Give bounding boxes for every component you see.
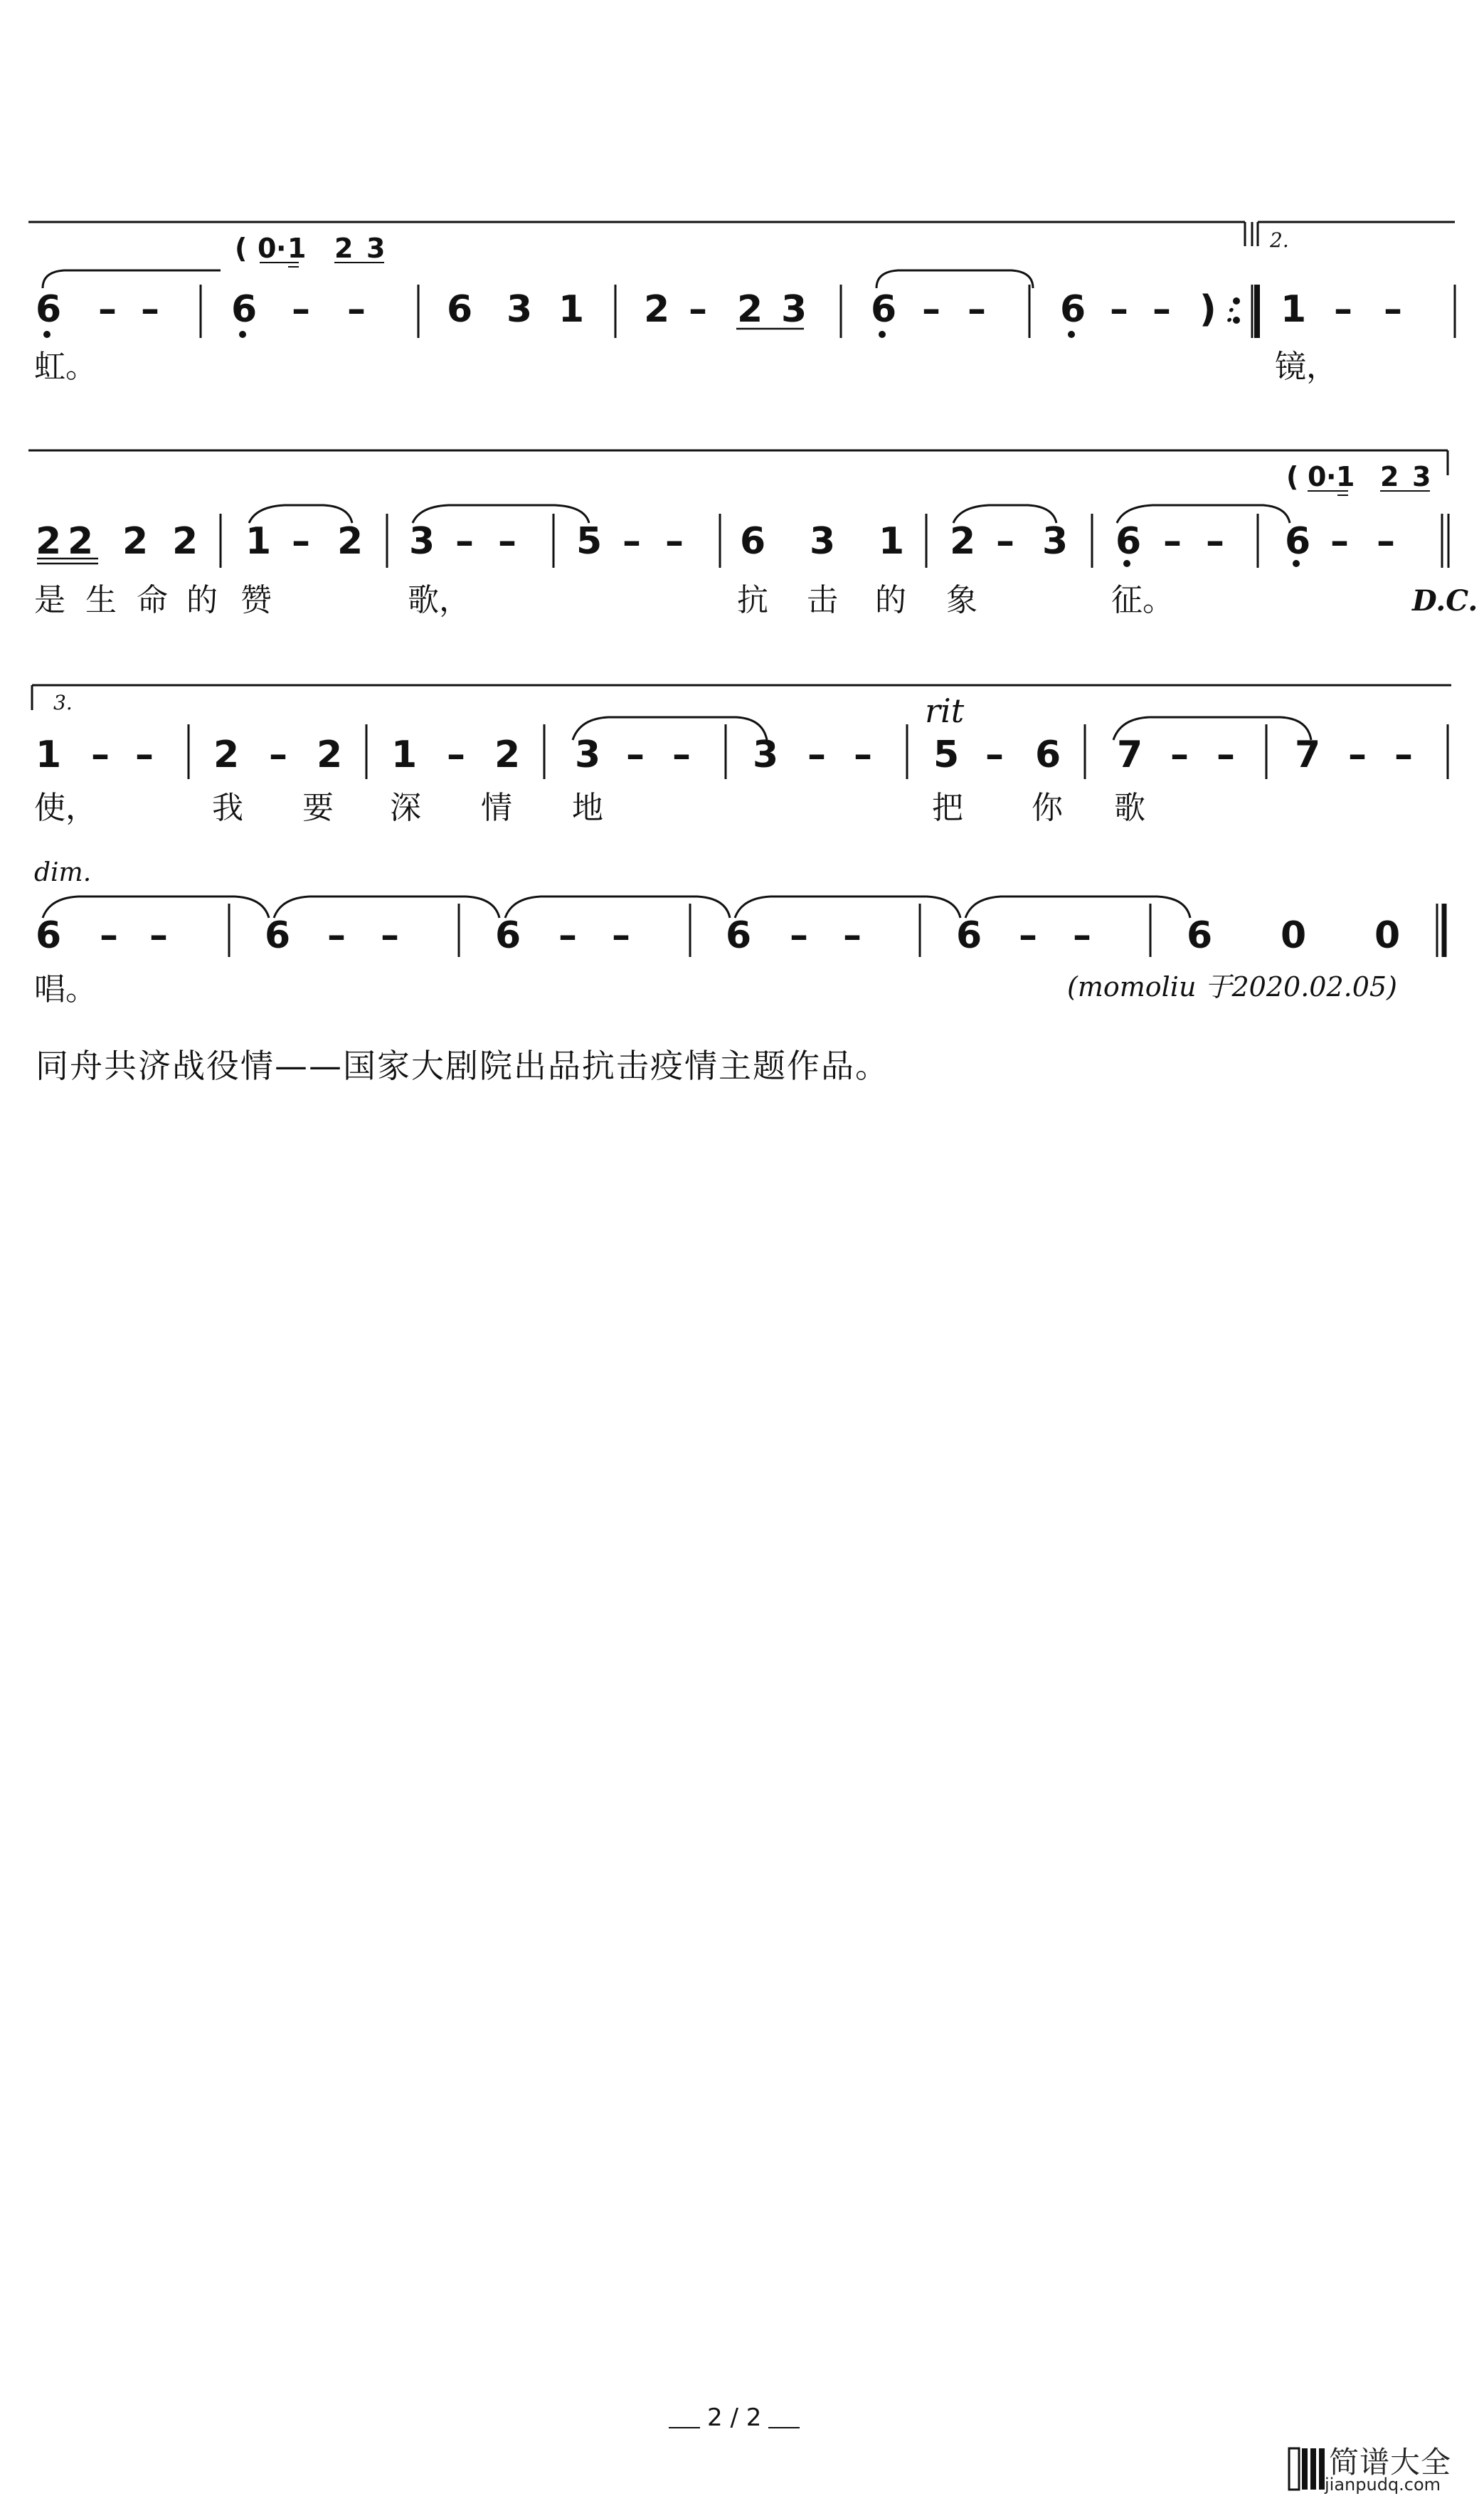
note: – bbox=[1334, 288, 1352, 331]
note: 2 bbox=[122, 520, 149, 563]
lyric: 命 bbox=[137, 582, 168, 618]
lyric: 深 bbox=[390, 790, 421, 826]
lyric: 的 bbox=[186, 582, 218, 618]
note: 1 bbox=[245, 520, 272, 563]
note: – bbox=[672, 734, 691, 776]
note: 6 bbox=[36, 288, 62, 331]
lyric: 镜， bbox=[1275, 349, 1337, 385]
note: 6 bbox=[36, 914, 62, 957]
note: – bbox=[790, 914, 808, 957]
note: 6 bbox=[1035, 734, 1061, 776]
dim-mark: dim. bbox=[34, 858, 92, 887]
line-2-lyrics bbox=[34, 582, 1174, 618]
lyric: 赞 bbox=[240, 582, 272, 618]
note: – bbox=[968, 288, 986, 331]
note: 3 bbox=[753, 734, 779, 776]
note: 3 bbox=[781, 288, 807, 331]
note: – bbox=[622, 520, 641, 563]
note: – bbox=[1110, 288, 1128, 331]
note: 2 bbox=[213, 734, 240, 776]
note: 1 bbox=[879, 520, 905, 563]
note: – bbox=[327, 914, 346, 957]
note: – bbox=[381, 914, 399, 957]
page-number bbox=[669, 2404, 800, 2432]
note: – bbox=[1163, 520, 1182, 563]
note: 2 bbox=[36, 520, 62, 563]
note: – bbox=[447, 734, 465, 776]
volta-2: 2. bbox=[1270, 228, 1289, 252]
note: – bbox=[149, 914, 168, 957]
lyric: 你 bbox=[1032, 790, 1063, 826]
note: – bbox=[292, 520, 310, 563]
lyric: 象 bbox=[946, 582, 977, 618]
line-1-notes bbox=[36, 288, 1402, 331]
note: – bbox=[1152, 288, 1171, 331]
page-number-rule-left bbox=[669, 2427, 700, 2428]
note: – bbox=[1384, 288, 1402, 331]
note: 2 bbox=[644, 288, 670, 331]
small-note: · bbox=[276, 233, 287, 264]
note: – bbox=[498, 520, 516, 563]
lyric: 生 bbox=[85, 582, 117, 618]
lyric: 把 bbox=[932, 790, 963, 826]
note: – bbox=[843, 914, 862, 957]
note: 6 bbox=[447, 288, 473, 331]
note: – bbox=[347, 288, 366, 331]
note: – bbox=[1019, 914, 1037, 957]
small-note: 3 bbox=[1412, 461, 1431, 492]
note: 7 bbox=[1295, 734, 1321, 776]
lyric: 是 bbox=[34, 582, 65, 618]
small-note: 2 bbox=[1380, 461, 1399, 492]
line-2-pickup bbox=[1286, 461, 1431, 492]
lyric: 地 bbox=[572, 790, 603, 826]
note: – bbox=[455, 520, 474, 563]
lyric: 的 bbox=[875, 582, 906, 618]
note: – bbox=[985, 734, 1004, 776]
logo-name: 简谱大全 bbox=[1329, 2445, 1452, 2480]
note: 7 bbox=[1117, 734, 1143, 776]
logo-url[interactable]: jianpudq.com bbox=[1325, 2475, 1441, 2495]
note: – bbox=[1348, 734, 1367, 776]
note: – bbox=[807, 734, 826, 776]
small-note: 0 bbox=[1308, 461, 1327, 492]
note: – bbox=[922, 288, 940, 331]
note: 2 bbox=[337, 520, 364, 563]
note: 1 bbox=[36, 734, 62, 776]
line-3-notes bbox=[36, 734, 1413, 776]
note: 6 bbox=[740, 520, 766, 563]
lyric: 击 bbox=[807, 582, 838, 618]
line-1-pickup bbox=[235, 233, 385, 264]
small-note: ( bbox=[235, 233, 248, 264]
note: – bbox=[141, 288, 159, 331]
credit: (momoliu 于2020.02.05) bbox=[1067, 971, 1397, 1003]
note: 2 bbox=[172, 520, 198, 563]
note: ) bbox=[1199, 288, 1217, 331]
note: 2 bbox=[494, 734, 521, 776]
note: 6 bbox=[871, 288, 897, 331]
note: 3 bbox=[1042, 520, 1069, 563]
note: – bbox=[135, 734, 154, 776]
note: – bbox=[996, 520, 1014, 563]
lyric: 情 bbox=[481, 790, 512, 826]
rit-mark: rit bbox=[925, 692, 965, 730]
page-number-rule-right bbox=[768, 2427, 800, 2428]
note: 3 bbox=[409, 520, 435, 563]
small-note: 1 bbox=[1336, 461, 1355, 492]
note: 1 bbox=[1281, 288, 1307, 331]
note: – bbox=[689, 288, 707, 331]
note: 5 bbox=[576, 520, 603, 563]
note: 6 bbox=[231, 288, 258, 331]
lyric: 要 bbox=[302, 790, 334, 826]
lyric: 歌， bbox=[408, 582, 470, 618]
note: 2 bbox=[950, 520, 976, 563]
note: – bbox=[91, 734, 110, 776]
note: – bbox=[1394, 734, 1413, 776]
footnote: 同舟共济战役情——国家大剧院出品抗击疫情主题作品。 bbox=[36, 1047, 889, 1085]
small-note: 2 bbox=[334, 233, 354, 264]
note: – bbox=[626, 734, 645, 776]
note: 0 bbox=[1281, 914, 1307, 957]
note: – bbox=[1217, 734, 1235, 776]
note: 6 bbox=[1060, 288, 1086, 331]
lyric: 抗 bbox=[737, 582, 768, 618]
note: – bbox=[98, 288, 117, 331]
note: 1 bbox=[391, 734, 418, 776]
volta-3: 3. bbox=[53, 691, 73, 714]
small-note: ( bbox=[1286, 461, 1299, 492]
lyric: 使， bbox=[34, 790, 97, 826]
line-2-notes bbox=[36, 520, 1395, 563]
note: – bbox=[1170, 734, 1189, 776]
note: 5 bbox=[933, 734, 960, 776]
note: – bbox=[100, 914, 118, 957]
note: 3 bbox=[810, 520, 836, 563]
note: – bbox=[269, 734, 287, 776]
note: 2 bbox=[317, 734, 343, 776]
lyric: 唱。 bbox=[34, 971, 97, 1008]
note: 3 bbox=[575, 734, 601, 776]
lyric: 我 bbox=[212, 790, 243, 826]
note: 6 bbox=[1187, 914, 1213, 957]
note: 6 bbox=[726, 914, 752, 957]
lyric: 征。 bbox=[1111, 582, 1174, 618]
note: 2 bbox=[68, 520, 94, 563]
note: – bbox=[854, 734, 872, 776]
note: 2 bbox=[737, 288, 763, 331]
small-note: 3 bbox=[366, 233, 386, 264]
small-note: 1 bbox=[287, 233, 307, 264]
note: – bbox=[1377, 520, 1395, 563]
note: 6 bbox=[956, 914, 982, 957]
note: – bbox=[612, 914, 630, 957]
lyric: 歌 bbox=[1114, 790, 1145, 826]
note: 6 bbox=[265, 914, 291, 957]
note: – bbox=[1330, 520, 1349, 563]
small-note: 0 bbox=[258, 233, 277, 264]
line-4-notes bbox=[36, 914, 1400, 957]
note: 1 bbox=[558, 288, 585, 331]
note: – bbox=[1073, 914, 1091, 957]
note: – bbox=[292, 288, 310, 331]
lyric: 虹。 bbox=[34, 349, 97, 385]
small-note: · bbox=[1326, 461, 1337, 492]
note: 6 bbox=[1285, 520, 1311, 563]
note: – bbox=[1206, 520, 1224, 563]
note: – bbox=[665, 520, 684, 563]
note: 3 bbox=[507, 288, 533, 331]
note: 6 bbox=[1115, 520, 1142, 563]
note: – bbox=[558, 914, 577, 957]
repeat-sign: : bbox=[1225, 293, 1236, 329]
line-3-lyrics bbox=[34, 790, 1145, 826]
note: 6 bbox=[495, 914, 521, 957]
dc-mark: D.C. bbox=[1412, 584, 1478, 618]
note: 0 bbox=[1374, 914, 1401, 957]
page-number-text: 2 / 2 bbox=[707, 2404, 762, 2432]
